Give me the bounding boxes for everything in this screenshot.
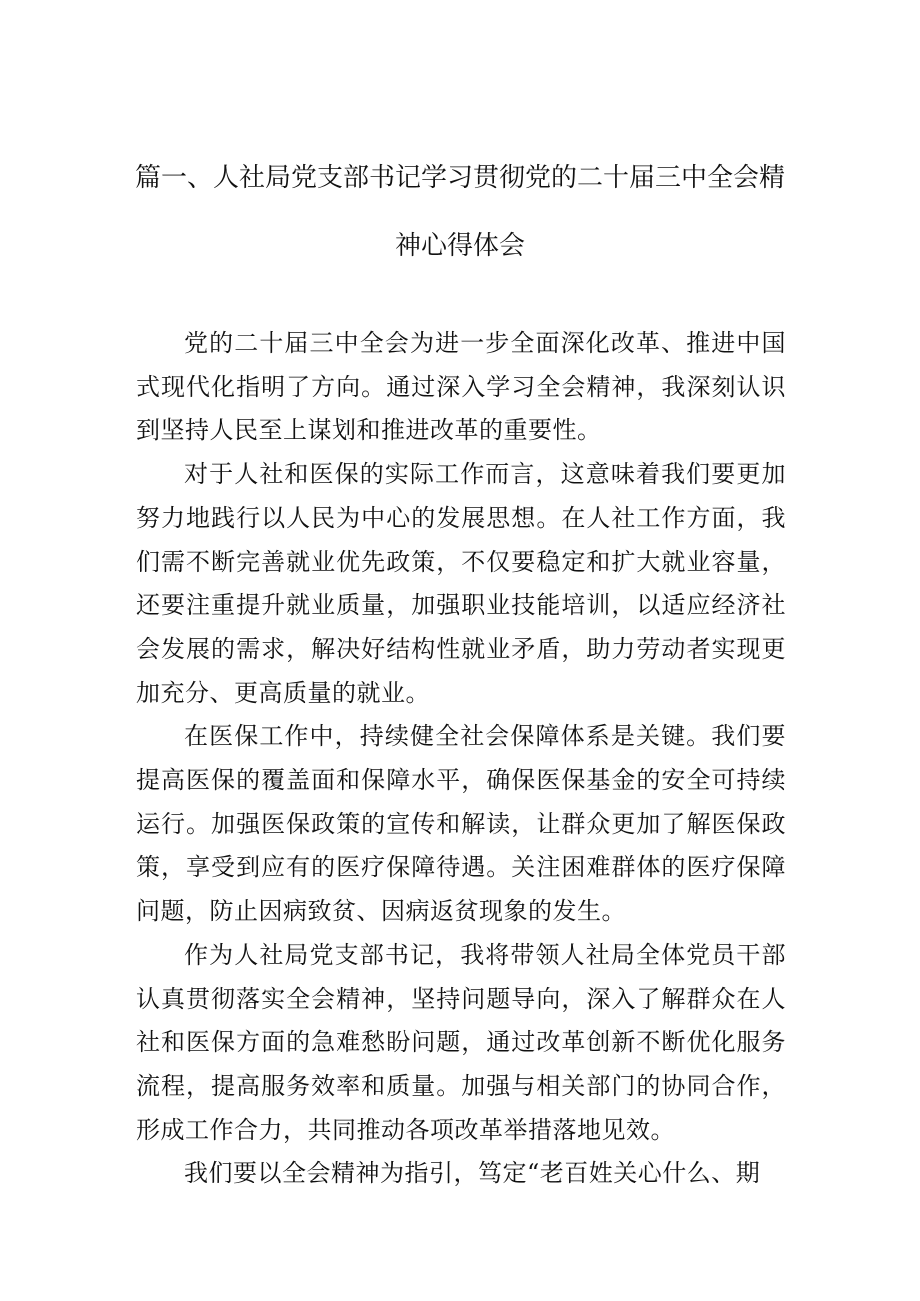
paragraph-2: 对于人社和医保的实际工作而言，这意味着我们要更加努力地践行以人民为中心的发展思想。在人社工作方面，我们需不断完善就业优先政策，不仅要稳定和扩大就业容量，还要注重提升就业质量，加强职业技能培训，以适应经济社会发展的需求，解决好结构性就业矛盾，助力劳动者实现更加充分、更高质量的就业。 — [136, 460, 786, 707]
paragraph-4: 作为人社局党支部书记，我将带领人社局全体党员干部认真贯彻落实全会精神，坚持问题导向，深入了解群众在人社和医保方面的急难愁盼问题，通过改革创新不断优化服务流程，提高服务效率和质量。加强与相关部门的协同合作，形成工作合力，共同推动各项改革举措落地见效。 — [136, 940, 786, 1144]
paragraph-5: 我们要以全会精神为指引，笃定“老百姓关心什么、期 — [184, 1159, 761, 1188]
document-title-line-1: 篇一、人社局党支部书记学习贯彻党的二十届三中全会精 — [135, 163, 786, 193]
document-title-line-2: 神心得体会 — [394, 231, 525, 261]
paragraph-3: 在医保工作中，持续健全社会保障体系是关键。我们要提高医保的覆盖面和保障水平，确保医保基金的安全可持续运行。加强医保政策的宣传和解读，让群众更加了解医保政策，享受到应有的医疗保障待遇。关注困难群体的医疗保障问题，防止因病致贫、因病返贫现象的发生。 — [136, 722, 786, 926]
paragraph-1: 党的二十届三中全会为进一步全面深化改革、推进中国式现代化指明了方向。通过深入学习全会精神，我深刻认识到坚持人民至上谋划和推进改革的重要性。 — [136, 329, 786, 445]
document-body — [136, 322, 786, 1196]
